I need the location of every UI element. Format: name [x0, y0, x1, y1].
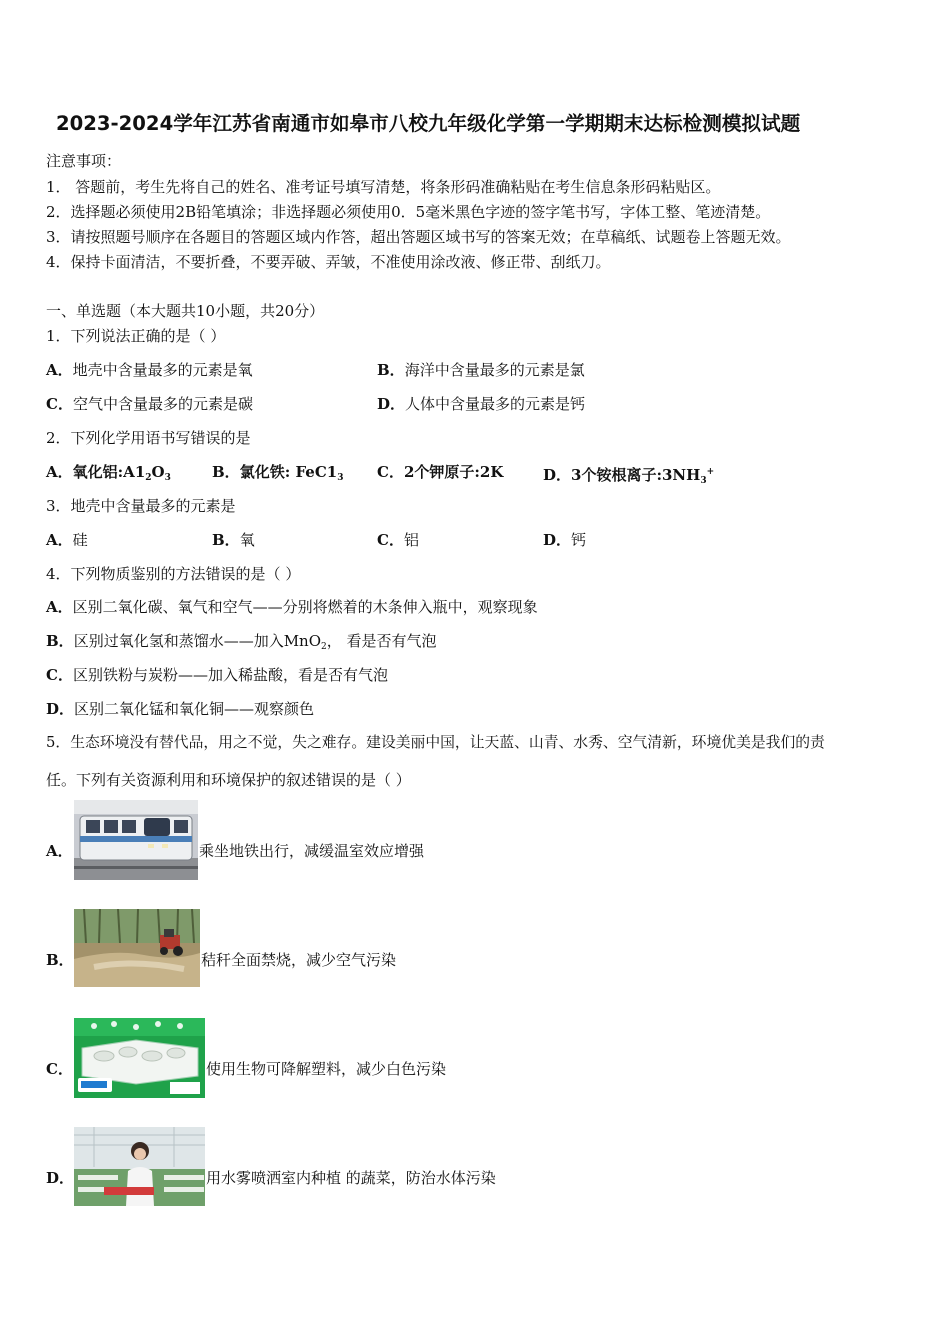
straw-field-photo [74, 909, 200, 987]
q2-option-d: D．3个铵根离子$:3NH_3^+$ [543, 466, 715, 486]
q5-option-c-label: C． [46, 1060, 73, 1078]
q1-option-c: C．空气中含量最多的元素是碳 [46, 395, 253, 413]
q5-option-b-label: B． [46, 951, 74, 969]
q5-option-d-text: 用水雾喷洒室内种植 的蔬菜，防治水体污染 [206, 1169, 496, 1187]
page-title: 2023-2024学年江苏省南通市如皋市八校九年级化学第一学期期末达标检测模拟试题 [56, 112, 801, 135]
question-5-stem-line1: 5．生态环境没有替代品，用之不觉，失之难存。建设美丽中国，让天蓝、山青、水秀、空气清新，环境优美是我们的责 [46, 734, 825, 751]
notice-heading: 注意事项： [46, 152, 122, 170]
q3-option-d: D．钙 [543, 531, 587, 549]
notice-item: 2．选择题必须使用2B铅笔填涂；非选择题必须使用0．5毫米黑色字迹的签字笔书写，字体工整、笔迹清楚。 [46, 203, 771, 221]
q5-option-a-text: 乘坐地铁出行，减缓温室效应增强 [199, 842, 425, 860]
question-3-stem: 3．地壳中含量最多的元素是 [46, 497, 236, 515]
q5-option-d-label: D． [46, 1169, 75, 1187]
q4-option-d: D．区别二氧化锰和氧化铜——观察颜色 [46, 700, 315, 718]
question-5-stem-line2: 任。下列有关资源利用和环境保护的叙述错误的是（ ） [46, 771, 411, 789]
q2-option-c: C．2个钾原子:2K [377, 463, 504, 481]
question-4-stem: 4．下列物质鉴别的方法错误的是（ ） [46, 565, 301, 583]
q1-option-d: D．人体中含量最多的元素是钙 [377, 395, 586, 413]
question-1-stem: 1．下列说法正确的是（ ） [46, 327, 226, 345]
notice-item: 1． 答题前，考生先将自己的姓名、准考证号填写清楚，将条形码准确粘贴在考生信息条形码粘贴区。 [46, 178, 721, 196]
notice-item: 3．请按照题号顺序在各题目的答题区域内作答，超出答题区域书写的答案无效；在草稿纸、试题卷上答题无效。 [46, 228, 791, 246]
q2-option-b: B．氯化铁: $FeC1_3$ [212, 463, 344, 483]
q3-option-b: B．氧 [212, 531, 255, 549]
greenhouse-vegetables-photo [74, 1127, 205, 1206]
question-2-stem: 2．下列化学用语书写错误的是 [46, 429, 251, 447]
q5-option-b-text: 秸秆全面禁烧，减少空气污染 [201, 951, 397, 969]
notice-item: 4．保持卡面清洁，不要折叠，不要弄破、弄皱，不准使用涂改液、修正带、刮纸刀。 [46, 253, 611, 271]
q1-option-b: B．海洋中含量最多的元素是氯 [377, 361, 585, 379]
q4-option-a: A．区别二氧化碳、氧气和空气——分别将燃着的木条伸入瓶中，观察现象 [46, 598, 538, 616]
biodegradable-tableware-photo [74, 1018, 205, 1098]
q4-option-c: C．区别铁粉与炭粉——加入稀盐酸，看是否有气泡 [46, 666, 388, 684]
q5-option-c-text: 使用生物可降解塑料，减少白色污染 [206, 1060, 447, 1078]
q3-option-a: A．硅 [46, 531, 88, 549]
section-heading: 一、单选题（本大题共10小题，共20分） [46, 302, 325, 320]
q2-option-a: A．氧化铝$:A1_2O_3$ [46, 463, 171, 483]
subway-train-photo [74, 800, 198, 880]
q1-option-a: A．地壳中含量最多的元素是氧 [46, 361, 253, 379]
q5-option-a-label: A． [46, 842, 73, 860]
q3-option-c: C．铝 [377, 531, 419, 549]
q4-option-b: B．区别过氧化氢和蒸馏水——加入MnO$_2$， 看是否有气泡 [46, 632, 437, 652]
